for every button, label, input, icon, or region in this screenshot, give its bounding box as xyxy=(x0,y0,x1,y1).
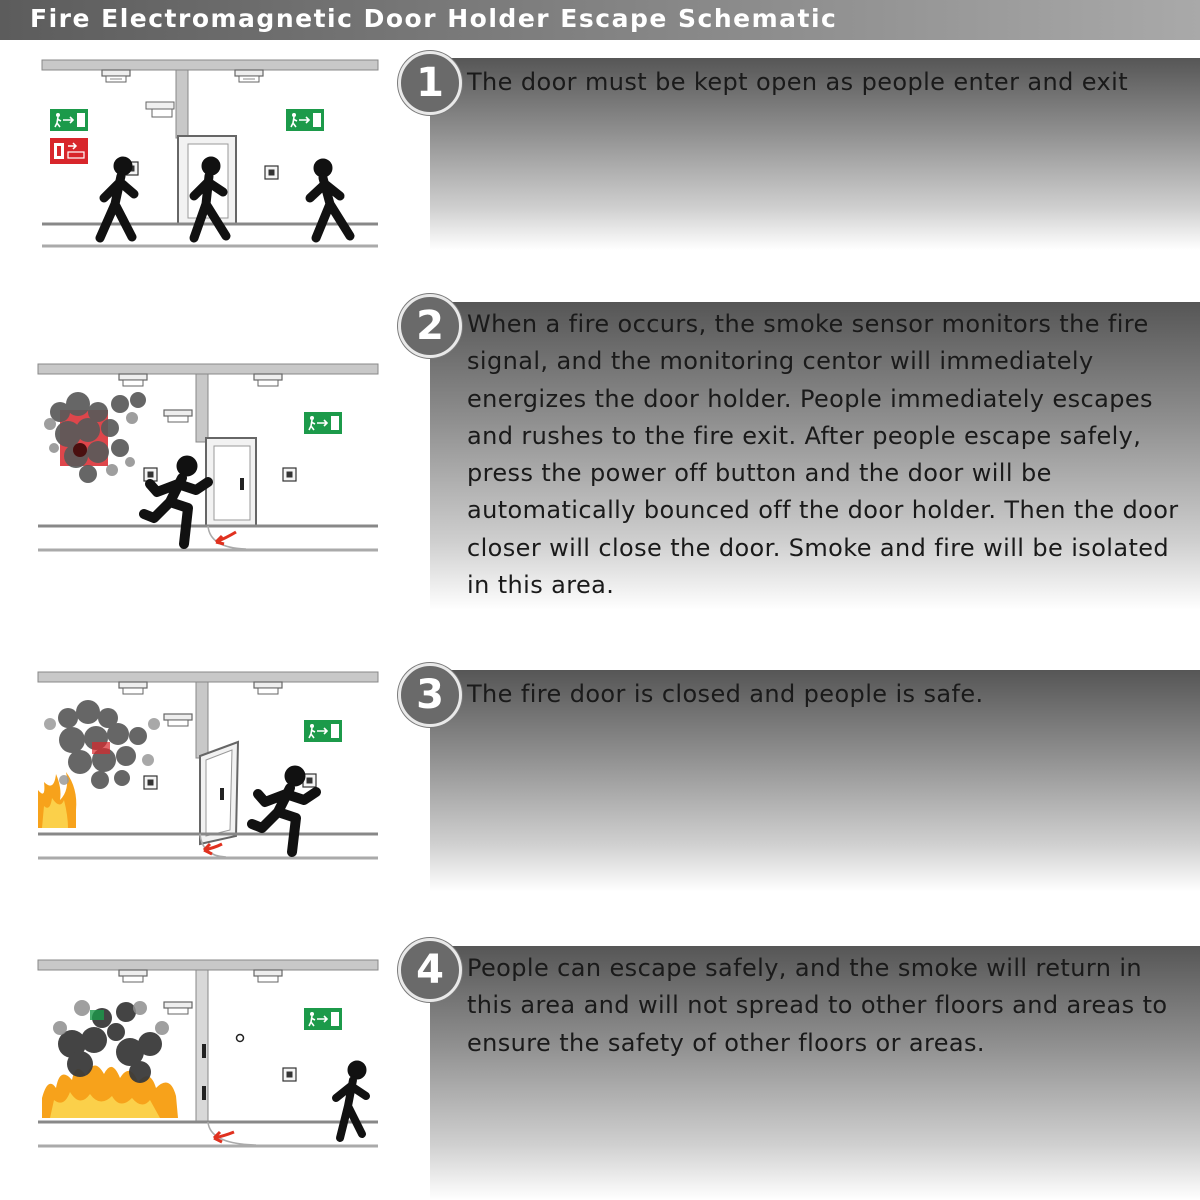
person-walking-4 xyxy=(336,1061,366,1138)
scene-step-2 xyxy=(20,352,400,572)
step-4-number: 4 xyxy=(398,938,462,1002)
step-3-text: The fire door is closed and people is safe. xyxy=(467,680,984,708)
step-1-number: 1 xyxy=(398,51,462,115)
scene-step-1 xyxy=(20,52,400,272)
person-walking-3 xyxy=(310,159,350,238)
header-bar xyxy=(0,0,1200,40)
step-3-number: 3 xyxy=(398,663,462,727)
scene-step-3 xyxy=(20,660,400,880)
step-4-text: People can escape safely, and the smoke will return in this area and will not spread to other floors and areas to ensure the safety of other floors or areas. xyxy=(467,954,1168,1057)
step-1-text: The door must be kept open as people enter and exit xyxy=(467,68,1129,96)
person-walking-1 xyxy=(100,157,134,238)
scene-step-4 xyxy=(20,948,400,1168)
step-2-text: When a fire occurs, the smoke sensor monitors the fire signal, and the monitoring centor will immediately energizes the door holder. People immediately escapes and rushes to the fire exit. After people escape safely, press the power off button and the door will be automatically bounced off the door holder. Then the door closer will close the door. Smoke and fire will be isolated in this area. xyxy=(467,310,1179,600)
page-title: Fire Electromagnetic Door Holder Escape Schematic xyxy=(30,4,838,33)
step-2-number: 2 xyxy=(398,294,462,358)
